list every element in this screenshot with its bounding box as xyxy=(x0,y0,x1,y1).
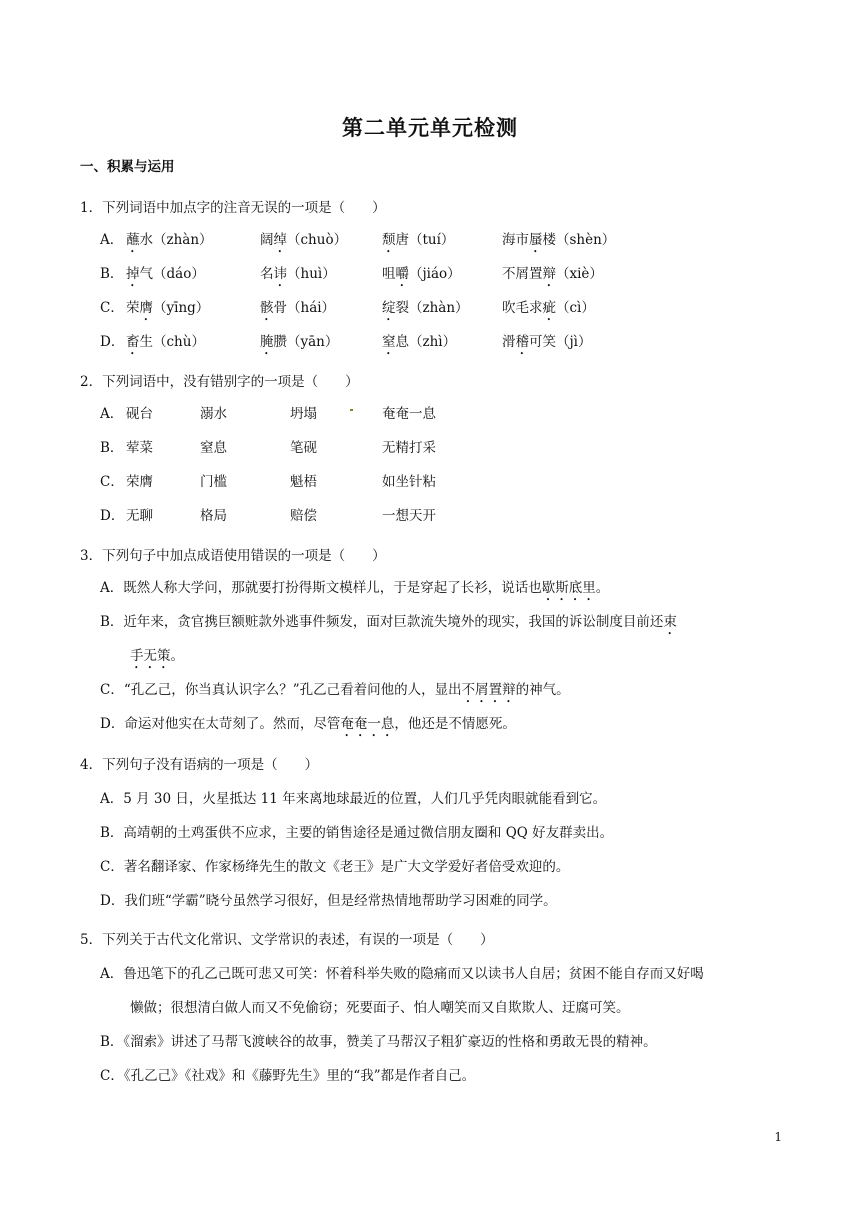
question-1-option-word: 滑稽可笑（jì） xyxy=(502,334,592,350)
stray-mark xyxy=(350,409,353,411)
question-1-option-word: 不屑置辩（xiè） xyxy=(502,266,603,282)
question-2-option-word: 奄奄一息 xyxy=(382,406,436,422)
question-4-option-a: A．5 月 30 日，火星抵达 11 年来离地球最近的位置，人们几乎凭肉眼就能看到它。 xyxy=(100,791,607,807)
question-5-option-a: A．鲁迅笔下的孔乙己既可悲又可笑：怀着科举失败的隐痛而又以读书人自居；贫困不能自存而又好喝 xyxy=(100,966,704,982)
question-1-option-word: 窒息（zhì） xyxy=(382,334,457,350)
question-2-option-word: 如坐针粘 xyxy=(382,474,436,490)
question-1-option-word: 颓唐（tuí） xyxy=(382,232,455,248)
question-1-option-word: 海市蜃楼（shèn） xyxy=(502,232,616,248)
question-2-option-word: 荤菜 xyxy=(126,440,153,456)
question-1-option-word: 吹毛求疵（cì） xyxy=(502,300,595,316)
page-number: 1 xyxy=(774,1130,782,1144)
question-5-stem: 5．下列关于古代文化常识、文学常识的表述，有误的一项是（ ） xyxy=(80,932,494,948)
question-2-option-word: 一想天开 xyxy=(382,508,436,524)
question-3-stem: 3．下列句子中加点成语使用错误的一项是（ ） xyxy=(80,548,386,564)
question-2-option-word: 无精打采 xyxy=(382,440,436,456)
question-1-option-label: C． xyxy=(100,300,124,316)
question-2-option-word: 笔砚 xyxy=(290,440,317,456)
question-2-option-label: A． xyxy=(100,406,124,422)
question-5-option-c: C．《孔乙己》《社戏》和《藤野先生》里的“我”都是作者自己。 xyxy=(100,1068,476,1084)
question-2-option-label: D． xyxy=(100,508,125,524)
question-3-option-b-cont: 手无策。 xyxy=(130,648,184,664)
question-5-option-b: B．《溜索》讲述了马帮飞渡峡谷的故事，赞美了马帮汉子粗犷豪迈的性格和勇敢无畏的精神。 xyxy=(100,1034,657,1050)
section-heading: 一、积累与运用 xyxy=(80,159,175,175)
question-2-stem: 2．下列词语中，没有错别字的一项是（ ） xyxy=(80,374,359,390)
question-2-option-word: 无聊 xyxy=(126,508,153,524)
question-1-option-word: 咀嚼（jiáo） xyxy=(382,266,461,282)
question-4-option-c: C．著名翻译家、作家杨绛先生的散文《老王》是广大文学爱好者倍受欢迎的。 xyxy=(100,859,570,875)
question-1-option-word: 荣膺（yīng） xyxy=(126,300,210,316)
question-2-option-word: 坍塌 xyxy=(290,406,317,422)
question-1-option-label: B． xyxy=(100,266,124,282)
question-2-option-word: 魁梧 xyxy=(290,474,317,490)
question-4-stem: 4．下列句子没有语病的一项是（ ） xyxy=(80,757,319,773)
question-1-option-word: 名讳（huì） xyxy=(260,266,336,282)
question-1-option-word: 蘸水（zhàn） xyxy=(126,232,213,248)
question-2-option-word: 荣膺 xyxy=(126,474,153,490)
question-2-option-word: 格局 xyxy=(200,508,227,524)
question-1-option-label: A． xyxy=(100,232,124,248)
question-2-option-label: C． xyxy=(100,474,124,490)
question-1-option-word: 掉气（dáo） xyxy=(126,266,205,282)
question-1-option-word: 骸骨（hái） xyxy=(260,300,336,316)
question-1-option-label: D． xyxy=(100,334,125,350)
question-4-option-d: D．我们班“学霸”晓兮虽然学习很好，但是经常热情地帮助学习困难的同学。 xyxy=(100,893,557,909)
question-1-option-word: 畜生（chù） xyxy=(126,334,205,350)
question-2-option-label: B． xyxy=(100,440,124,456)
question-3-option-d: D．命运对他实在太苛刻了。然而，尽管奄奄一息，他还是不情愿死。 xyxy=(100,716,516,732)
question-1-option-word: 腌臜（yān） xyxy=(260,334,339,350)
question-2-option-word: 赔偿 xyxy=(290,508,317,524)
question-3-option-c: C．“孔乙己，你当真认识字么？”孔乙己看着问他的人，显出不屑置辩的神气。 xyxy=(100,682,570,698)
page-title: 第二单元单元检测 xyxy=(342,116,518,140)
question-2-option-word: 门槛 xyxy=(200,474,227,490)
question-3-option-b: B．近年来，贪官携巨额赃款外逃事件频发，面对巨款流失境外的现实，我国的诉讼制度目前还束 xyxy=(100,614,677,630)
question-2-option-word: 砚台 xyxy=(126,406,153,422)
question-2-option-word: 窒息 xyxy=(200,440,227,456)
question-2-option-word: 溺水 xyxy=(200,406,227,422)
question-1-option-word: 绽裂（zhàn） xyxy=(382,300,469,316)
question-5-option-a-cont: 懒做；很想清白做人而又不免偷窃；死要面子、怕人嘲笑而又自欺欺人、迂腐可笑。 xyxy=(130,1000,630,1016)
question-1-option-word: 阔绰（chuò） xyxy=(260,232,348,248)
question-4-option-b: B．高靖朝的土鸡蛋供不应求，主要的销售途径是通过微信朋友圈和 QQ 好友群卖出。 xyxy=(100,825,614,841)
question-1-stem: 1．下列词语中加点字的注音无误的一项是（ ） xyxy=(80,200,386,216)
question-3-option-a: A．既然人称大学问，那就要打扮得斯文模样儿，于是穿起了长衫，说话也歇斯底里。 xyxy=(100,580,610,596)
